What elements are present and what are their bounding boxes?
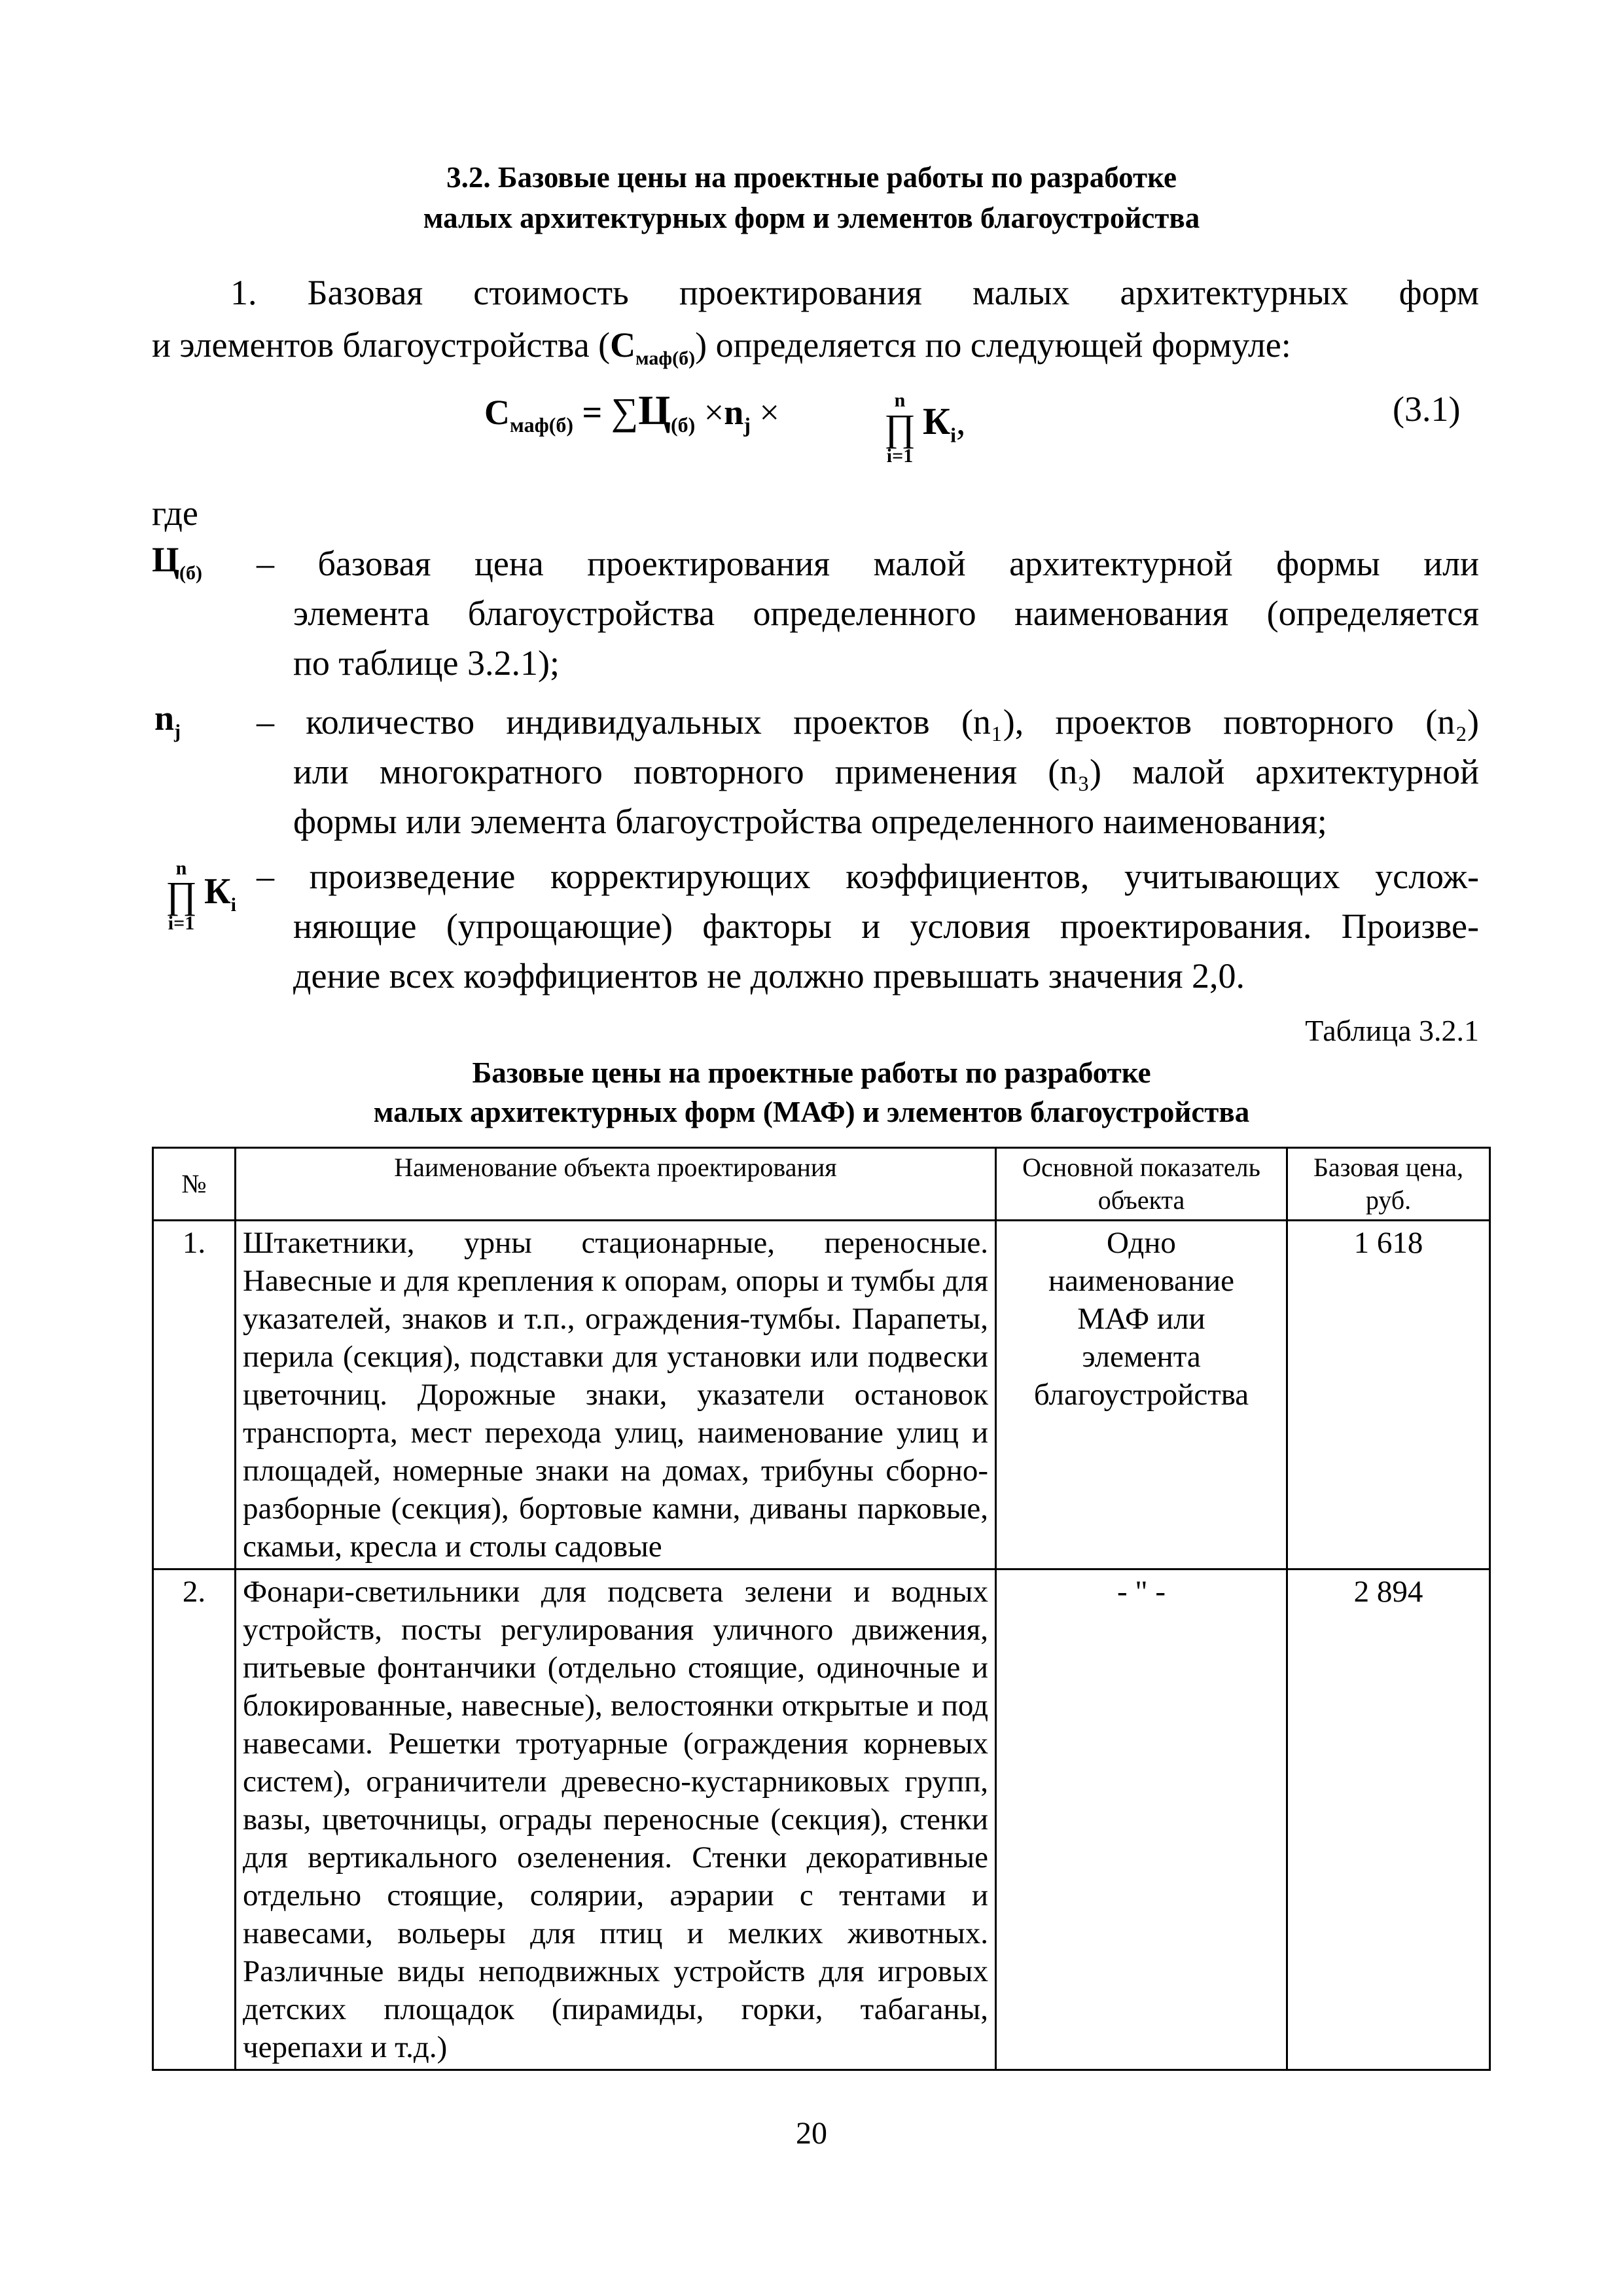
row-price: 1 618 xyxy=(1287,1221,1490,1570)
definition-symbol-product: n ∏ i=1 xyxy=(166,857,197,934)
definition-2-line-2: или многократного повторного применения (n₃) малой архитектурной xyxy=(293,752,1479,791)
table-title-line-2: малых архитектурных форм (МАФ) и элементов благоустройства xyxy=(373,1096,1250,1128)
table-row xyxy=(153,1570,1490,2070)
definition-3-line-2: няющие (упрощающие) факторы и условия проектирования. Произве- xyxy=(293,906,1479,946)
row-price: 2 894 xyxy=(1287,1570,1490,2070)
page-number: 20 xyxy=(796,2116,827,2151)
section-title-line-2: малых архитектурных форм и элементов благоустройства xyxy=(423,202,1200,234)
header-number: № xyxy=(153,1148,236,1221)
price-table xyxy=(152,1147,1491,2071)
row-indicator: Одно наименование МАФ или элемента благоустройства xyxy=(996,1221,1287,1570)
definition-2-line-1: – количество индивидуальных проектов (n₁), проектов повторного (n₂) xyxy=(257,702,1479,742)
row-number: 1. xyxy=(153,1221,236,1570)
definition-3-line-1: – произведение корректирующих коэффициентов, учитывающих услож- xyxy=(257,857,1479,896)
header-price: Базовая цена, руб. xyxy=(1287,1148,1490,1221)
section-title-line-1: 3.2. Базовые цены на проектные работы по разработке xyxy=(446,161,1177,194)
definition-1-line-1: – базовая цена проектирования малой архитектурной формы или xyxy=(257,544,1479,583)
header-name: Наименование объекта проектирования xyxy=(236,1148,996,1221)
definition-1-line-2: элемента благоустройства определенного наименования (определяется xyxy=(293,594,1479,633)
definition-1-line-3: по таблице 3.2.1); xyxy=(293,643,560,683)
definition-symbol-price: $Ц_{(б)}$ xyxy=(152,540,202,584)
where-label: где xyxy=(152,493,198,533)
row-name: Фонари-светильники для подсвета зелени и водных устройств, посты регулирования уличного движения, питьевые фонтанчики (отдельно стоящие, одиночные и блокированные, навесные), велостоянки открытые и под навесами. Решетки тротуарные (ограждения корневых систем), ограничители древесно-кустарниковых групп, вазы, цветочницы, ограды переносные (секция), стенки для вертикального озеленения. Стенки декоративные отдельно стоящие, солярии, аэрарии с тентами и навесами, вольеры для птиц и мелких животных. Различные виды неподвижных устройств для игровых детских площадок (пирамиды, горки, табаганы, черепахи и т.д.) xyxy=(236,1570,996,2070)
table-label: Таблица 3.2.1 xyxy=(1305,1014,1479,1047)
formula-3-1: $С_{маф(б)} = \sum Ц_{(б)} \times n_j$ × xyxy=(484,387,779,437)
definition-3-line-3: дение всех коэффициентов не должно превышать значения 2,0. xyxy=(293,956,1245,996)
table-header-row xyxy=(153,1148,1490,1221)
definition-symbol-k: $К_i$ xyxy=(204,871,236,916)
formula-number: (3.1) xyxy=(1393,389,1461,429)
row-indicator: - " - xyxy=(996,1570,1287,2070)
row-name: Штакетники, урны стационарные, переносные. Навесные и для крепления к опорам, опоры и тумбы для указателей, знаков и т.п., ограждения-тумбы. Парапеты, перила (секция), подставки для установки или подвески цветочниц. Дорожные знаки, указатели остановок транспорта, мест перехода улиц, наименование улиц и площадей, номерные знаки на домах, трибуны сборно-разборные (секция), бортовые камни, диваны парковые, скамьи, кресла и столы садовые xyxy=(236,1221,996,1570)
intro-line-1: 1. Базовая стоимость проектирования малых архитектурных форм xyxy=(230,273,1479,312)
formula-coefficient: $К_i$, xyxy=(923,400,966,447)
header-indicator: Основной показатель объекта xyxy=(996,1148,1287,1221)
table-row xyxy=(153,1221,1490,1570)
definition-2-line-3: формы или элемента благоустройства определенного наименования; xyxy=(293,802,1327,841)
table-title-line-1: Базовые цены на проектные работы по разработке xyxy=(472,1056,1151,1089)
formula-product: n ∏ i=1 xyxy=(884,389,916,467)
intro-line-2: и элементов благоустройства $(С_{маф(б)})$ определяется по следующей формуле: xyxy=(152,325,1291,369)
row-number: 2. xyxy=(153,1570,236,2070)
definition-symbol-n: $n_j$ xyxy=(154,698,181,742)
